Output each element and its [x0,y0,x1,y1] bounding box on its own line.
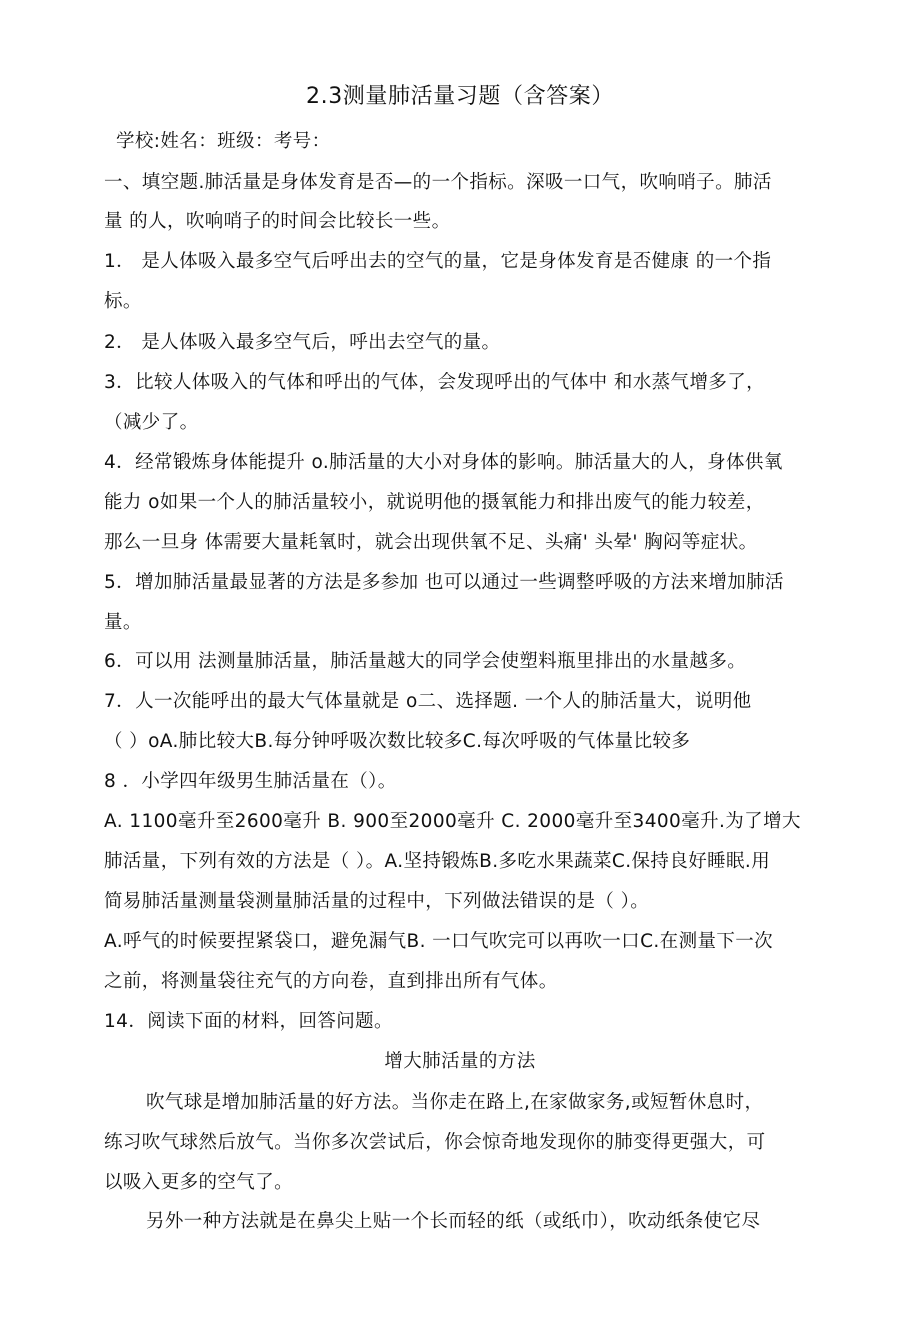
question-1-line: 1． 是人体吸入最多空气后呼出去的空气的量，它是身体发育是否健康 的一个指 [104,251,772,272]
reading-paragraph-line: 以吸入更多的空气了。 [104,1172,294,1193]
choice-line: A.呼气的时候要捏紧袋口，避免漏气B. 一口气吹完可以再吹一口C.在测量下一次 [104,931,774,952]
header-fields: 学校:姓名：班级：考号： [116,131,331,152]
question-6-line: 6．可以用 法测量肺活量，肺活量越大的同学会使塑料瓶里排出的水量越多。 [104,651,747,672]
question-5-line: 5．增加肺活量最显著的方法是多参加 也可以通过一些调整呼吸的方法来增加肺活 [104,572,784,593]
text-line: 能力 o如果一个人的肺活量较小，就说明他的摄氧能力和排出废气的能力较差， [104,492,765,513]
question-3-line: 3．比较人体吸入的气体和呼出的气体，会发现呼出的气体中 和水蒸气增多了， [104,372,766,393]
text-line: （减少了。 [104,412,199,433]
text-line: 那么一旦身 体需要大量耗氧时，就会出现供氧不足、头痛' 头晕' 胸闷等症状。 [104,532,758,553]
text-line: 标。 [104,291,142,312]
question-14-line: 14．阅读下面的材料，回答问题。 [104,1011,393,1032]
text-line: 量 的人，吹响哨子的时间会比较长一些。 [104,211,451,232]
text-line: 肺活量，下列有效的方法是（ ）。A.坚持锻炼B.多吃水果蔬菜C.保持良好睡眠.用 [104,851,771,872]
choice-line: A. 1100毫升至2600毫升 B. 900至2000毫升 C. 2000毫升至3400毫升.为了增大 [104,811,801,832]
choice-line: （ ）oA.肺比较大B.每分钟呼吸次数比较多C.每次呼吸的气体量比较多 [104,731,691,752]
document-title: 2.3测量肺活量习题（含答案） [306,84,614,109]
text-line: 之前，将测量袋往充气的方向卷，直到排出所有气体。 [104,971,558,992]
text-line: 简易肺活量测量袋测量肺活量的过程中，下列做法错误的是（ ）。 [104,891,650,912]
reading-paragraph-line: 练习吹气球然后放气。当你多次尝试后，你会惊奇地发现你的肺变得更强大，可 [104,1132,766,1153]
reading-paragraph-line: 吹气球是增加肺活量的好方法。当你走在路上,在家做家务,或短暂休息时， [146,1092,764,1113]
question-2-line: 2． 是人体吸入最多空气后，呼出去空气的量。 [104,332,501,353]
question-8-line: 8 ．小学四年级男生肺活量在（）。 [104,771,397,792]
text-line: 量。 [104,612,142,633]
reading-subtitle: 增大肺活量的方法 [384,1051,536,1072]
reading-paragraph-line: 另外一种方法就是在鼻尖上贴一个长而轻的纸（或纸巾），吹动纸条使它尽 [146,1211,761,1232]
question-7-line: 7．人一次能呼出的最大气体量就是 o二、选择题. 一个人的肺活量大，说明他 [104,691,752,712]
question-4-line: 4．经常锻炼身体能提升 o.肺活量的大小对身体的影响。肺活量大的人，身体供氧 [104,452,783,473]
section-fill-blank-line: 一、填空题.肺活量是身体发育是否—的一个指标。深吸一口气，吹响哨子。肺活 [104,172,772,193]
